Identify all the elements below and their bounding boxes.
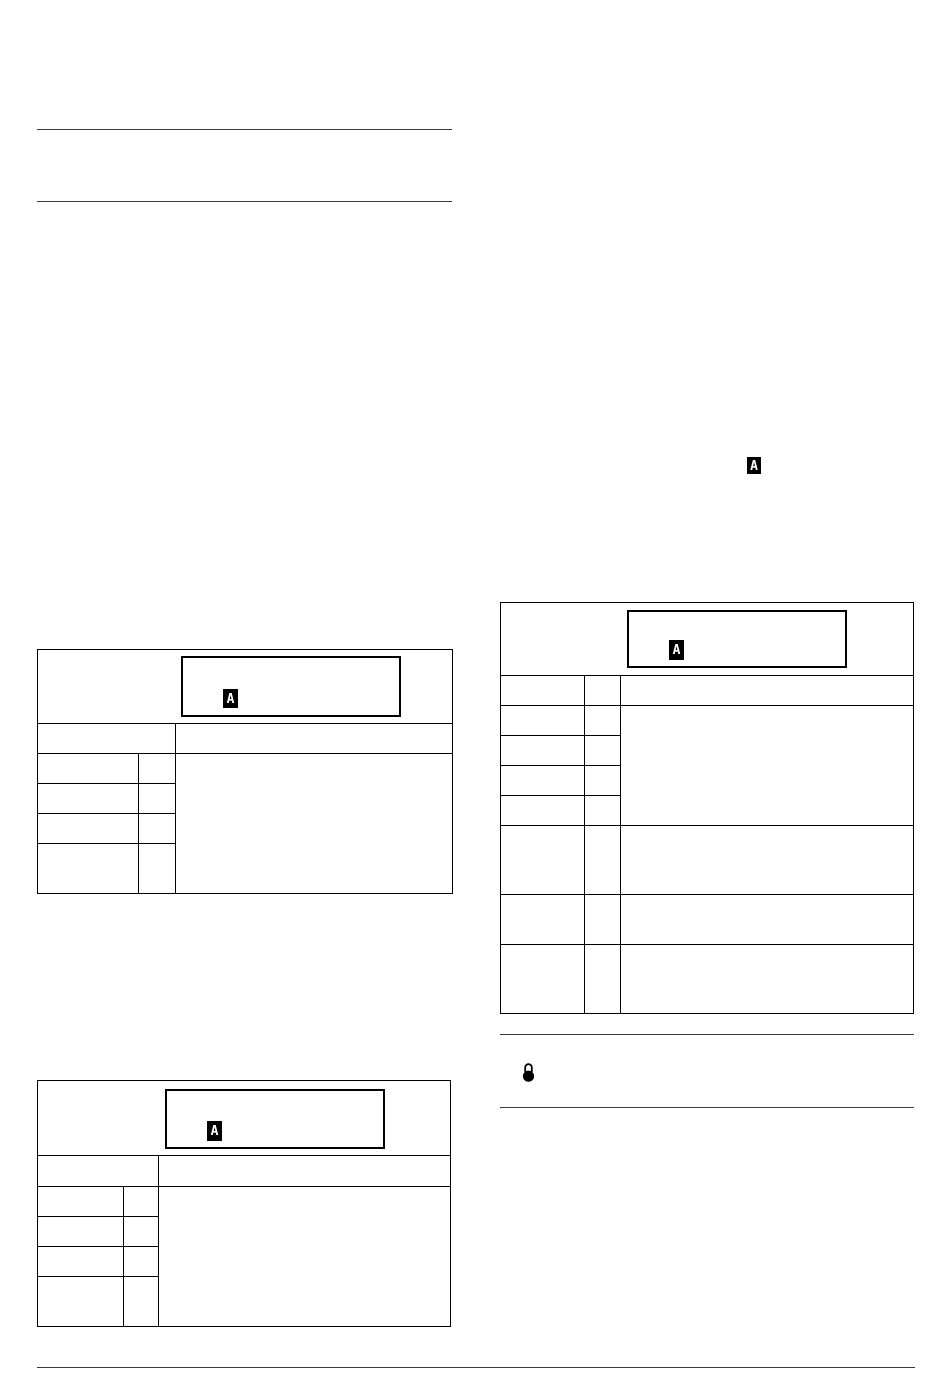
note-rule-bottom	[500, 1107, 914, 1108]
lcd-display-illustration	[181, 656, 401, 717]
display-table-1	[37, 649, 453, 894]
row-divider	[501, 705, 913, 706]
lcd-display-illustration	[165, 1089, 385, 1149]
lcd-display-illustration	[627, 610, 847, 668]
row-divider	[38, 1155, 450, 1156]
row-divider	[38, 1216, 158, 1217]
row-divider	[38, 813, 175, 814]
column-divider	[584, 675, 585, 1013]
column-divider	[620, 675, 621, 1013]
lock-icon	[521, 1062, 536, 1082]
section-rule-bottom	[37, 201, 452, 202]
auto-mode-icon: A	[223, 689, 238, 708]
row-divider	[38, 783, 175, 784]
row-divider	[501, 765, 620, 766]
column-divider	[175, 723, 176, 893]
column-divider	[158, 1155, 159, 1326]
footer-rule	[37, 1367, 915, 1368]
row-divider	[501, 675, 913, 676]
row-divider	[501, 795, 620, 796]
row-divider	[501, 825, 913, 826]
section-rule-top	[37, 129, 452, 130]
display-table-3	[500, 602, 914, 1014]
row-divider	[501, 894, 913, 895]
auto-mode-icon: A	[669, 640, 684, 660]
column-divider	[123, 1186, 124, 1326]
column-divider	[138, 753, 139, 893]
row-divider	[501, 944, 913, 945]
row-divider	[38, 1246, 158, 1247]
auto-mode-icon: A	[747, 457, 761, 474]
row-divider	[501, 735, 620, 736]
note-rule-top	[500, 1034, 914, 1035]
auto-mode-icon: A	[207, 1121, 222, 1141]
row-divider	[38, 843, 175, 844]
row-divider	[38, 1276, 158, 1277]
row-divider	[38, 1186, 450, 1187]
row-divider	[38, 753, 452, 754]
display-table-2	[37, 1080, 451, 1327]
row-divider	[38, 723, 452, 724]
